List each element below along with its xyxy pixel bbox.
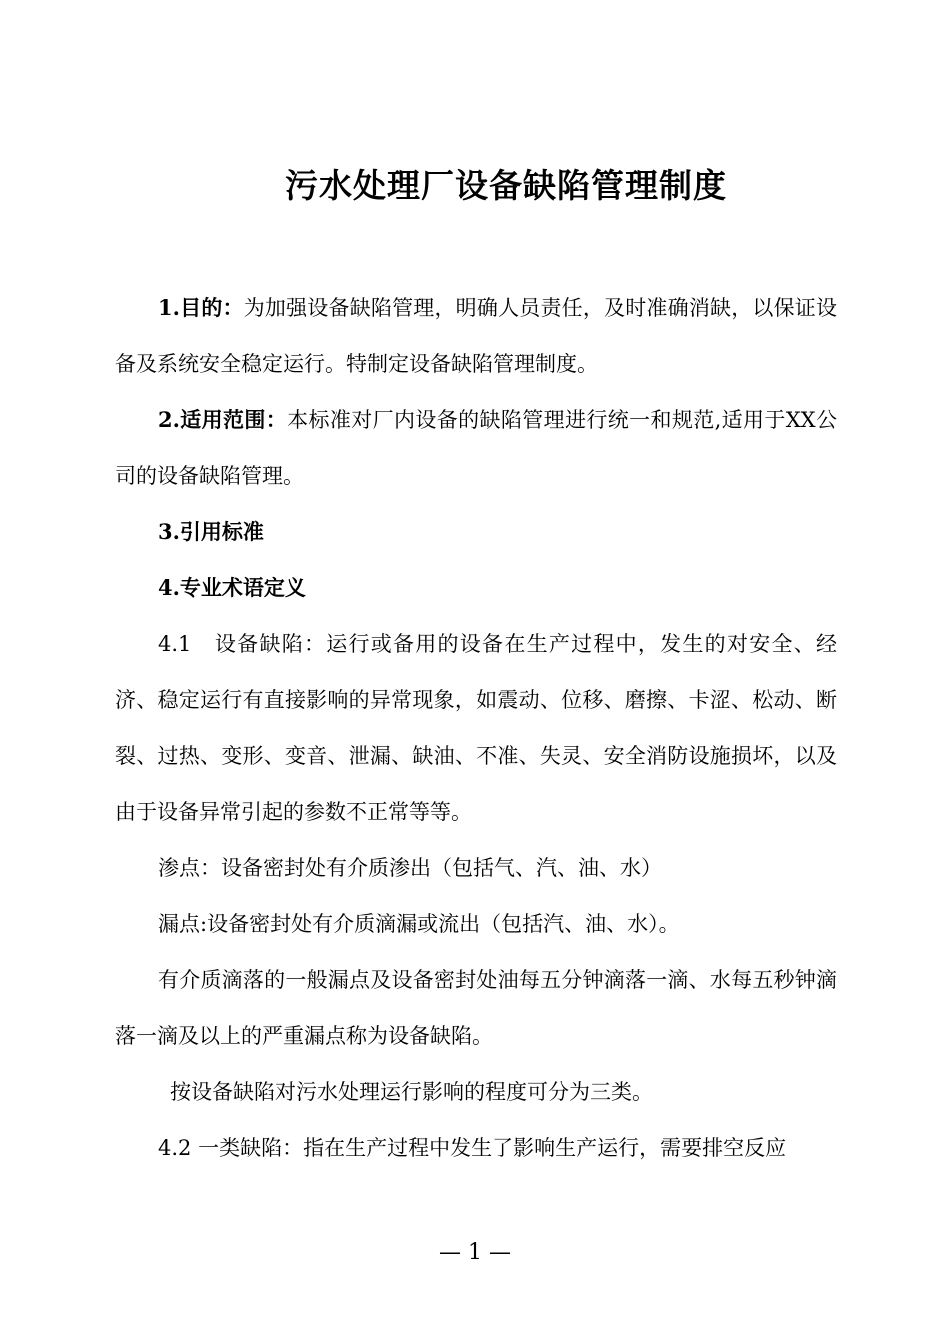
section-scope [115,392,837,504]
page-number: — 1 — [439,1240,511,1265]
section-definitions-heading: 4.专业术语定义 [158,575,306,600]
section-references-heading: 3.引用标准 [158,519,264,544]
document-body [115,280,837,1176]
defect-classification-intro: 按设备缺陷对污水处理运行影响的程度可分为三类。 [170,1080,653,1104]
definition-seep-point: 渗点：设备密封处有介质渗出（包括气、汽、油、水） [158,856,662,880]
document-title: 污水处理厂设备缺陷管理制度 [285,166,727,205]
section-purpose [115,280,837,392]
section-scope-text: 本标准对厂内设备的缺陷管理进行统一和规范,适用于XX公司的设备缺陷管理。 [115,408,837,488]
section-purpose-text: 为加强设备缺陷管理，明确人员责任，及时准确消缺，以保证设备及系统安全稳定运行。特制定设备缺陷管理制度。 [115,296,837,376]
definition-class-one-defect: 4.2 一类缺陷：指在生产过程中发生了影响生产运行，需要排空反应 [158,1136,787,1160]
definition-leak-point: 漏点:设备密封处有介质滴漏或流出（包括汽、油、水）。 [158,912,680,936]
section-purpose-label: 1.目的： [158,295,244,320]
definition-defect-criteria: 有介质滴落的一般漏点及设备密封处油每五分钟滴落一滴、水每五秒钟滴落一滴及以上的严重漏点称为设备缺陷。 [115,968,837,1048]
section-scope-label: 2.适用范围： [158,407,288,432]
definition-equipment-defect: 4.1 设备缺陷：运行或备用的设备在生产过程中，发生的对安全、经济、稳定运行有直接影响的异常现象，如震动、位移、磨擦、卡涩、松动、断裂、过热、变形、变音、泄漏、缺油、不准、失灵、安全消防设施损坏，以及由于设备异常引起的参数不正常等等。 [115,632,837,824]
